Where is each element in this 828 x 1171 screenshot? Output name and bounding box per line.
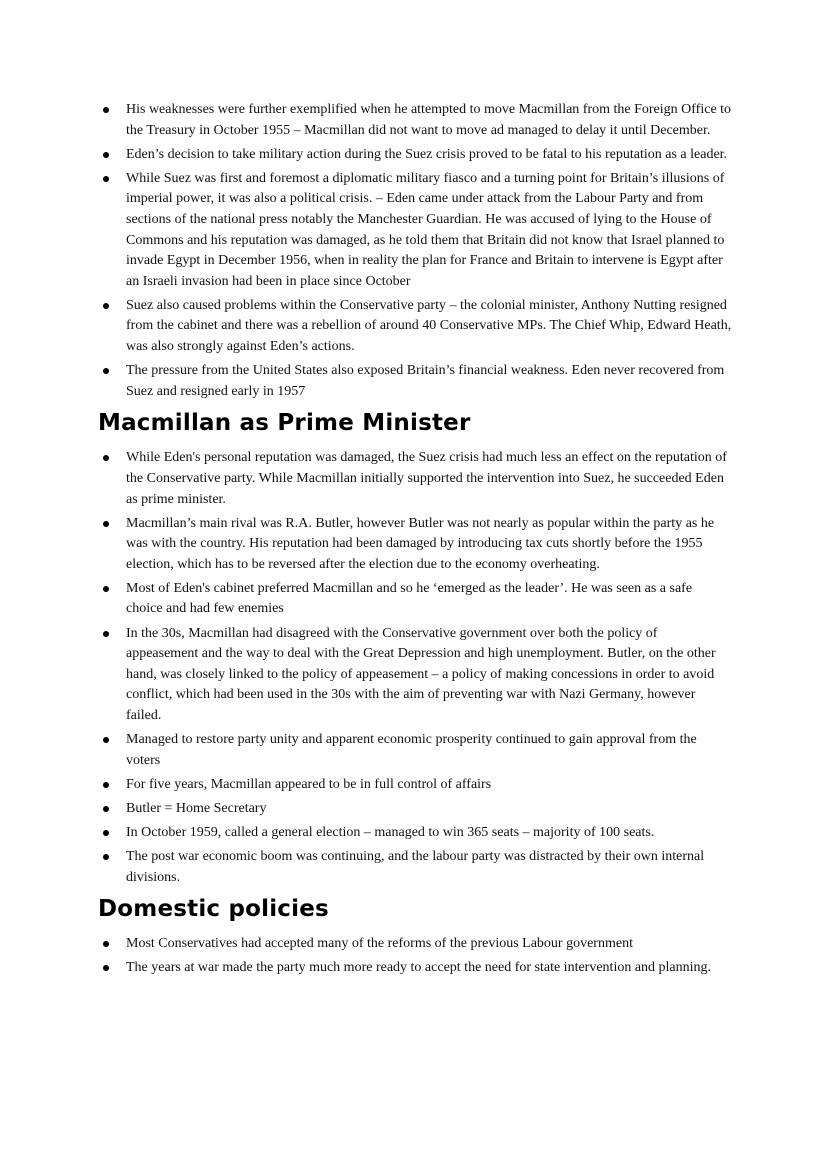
list-item: Most of Eden's cabinet preferred Macmillan and so he ‘emerged as the leader’. He was seen as a safe choice and had few enemies: [100, 579, 732, 620]
list-item: The years at war made the party much more ready to accept the need for state intervention and planning.: [100, 958, 732, 979]
section-heading-domestic: Domestic policies: [98, 896, 329, 923]
document-page: [100, 100, 732, 982]
list-item: Most Conservatives had accepted many of the reforms of the previous Labour government: [100, 934, 732, 955]
list-item: Macmillan’s main rival was R.A. Butler, however Butler was not nearly as popular within the party as he was with the country. His reputation had been damaged by introducing tax cuts shortly before the 1955 election, which has to be reversed after the election due to the economy overheating.: [100, 514, 732, 576]
section-heading-macmillan: Macmillan as Prime Minister: [98, 410, 471, 437]
list-item: While Eden's personal reputation was damaged, the Suez crisis had much less an effect on the reputation of the Conservative party. While Macmillan initially supported the intervention into Suez, he succeeded Eden as prime minister.: [100, 448, 732, 510]
list-item: Butler = Home Secretary: [100, 799, 732, 820]
list-item: Managed to restore party unity and apparent economic prosperity continued to gain approval from the voters: [100, 730, 732, 771]
list-item: Eden’s decision to take military action during the Suez crisis proved to be fatal to his reputation as a leader.: [100, 145, 732, 166]
list-item: In October 1959, called a general election – managed to win 365 seats – majority of 100 seats.: [100, 823, 732, 844]
list-item: The pressure from the United States also exposed Britain’s financial weakness. Eden never recovered from Suez and resigned early in 1957: [100, 361, 732, 402]
domestic-bullet-list: [100, 934, 732, 979]
macmillan-bullet-list: [100, 448, 732, 888]
list-item: In the 30s, Macmillan had disagreed with the Conservative government over both the policy of appeasement and the way to deal with the Great Depression and high unemployment. Butler, on the other hand, was closely linked to the policy of appeasement – a policy of making concessions in order to avoid conflict, which had been used in the 30s with the aim of preventing war with Nazi Germany, however failed.: [100, 624, 732, 727]
list-item: Suez also caused problems within the Conservative party – the colonial minister, Anthony Nutting resigned from the cabinet and there was a rebellion of around 40 Conservative MPs. The Chief Whip, Edward Heath, was also strongly against Eden’s actions.: [100, 296, 732, 358]
list-item: For five years, Macmillan appeared to be in full control of affairs: [100, 775, 732, 796]
list-item: His weaknesses were further exemplified when he attempted to move Macmillan from the Foreign Office to the Treasury in October 1955 – Macmillan did not want to move ad managed to delay it until December.: [100, 100, 732, 141]
intro-bullet-list: [100, 100, 732, 402]
list-item: While Suez was first and foremost a diplomatic military fiasco and a turning point for Britain’s illusions of imperial power, it was also a political crisis. – Eden came under attack from the Labour Party and from sections of the national press notably the Manchester Guardian. He was accused of lying to the House of Commons and his reputation was damaged, as he told them that Britain did not know that Israel planned to invade Egypt in December 1956, when in reality the plan for France and Britain to intervene is Egypt after an Israeli invasion had been in place since October: [100, 169, 732, 293]
list-item: The post war economic boom was continuing, and the labour party was distracted by their own internal divisions.: [100, 847, 732, 888]
